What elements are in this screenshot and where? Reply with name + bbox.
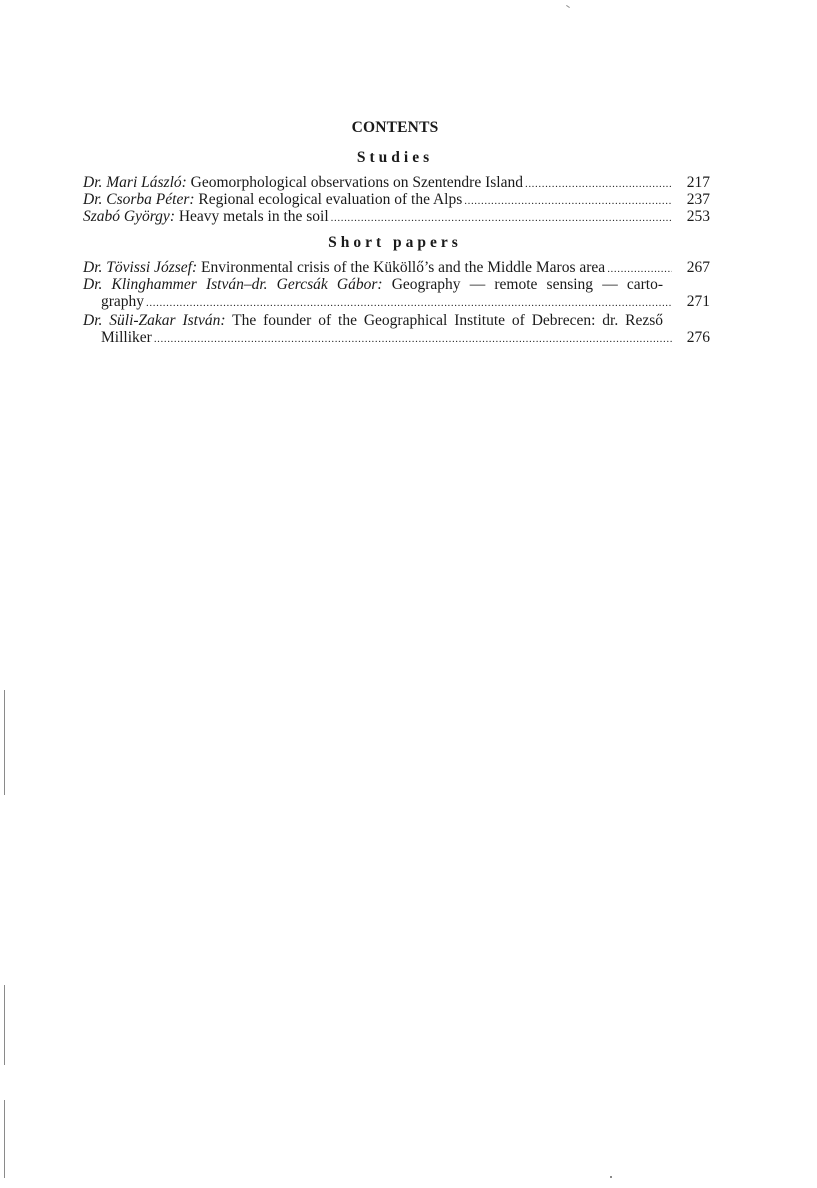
entry-page-number: 237 [686, 191, 710, 208]
entry-title: Geomorphological observations on Szentendre Island [190, 174, 523, 191]
contents-heading: CONTENTS [351, 119, 439, 136]
scan-edge-mark [4, 690, 5, 795]
entry-title: Regional ecological evaluation of the Alps [198, 191, 463, 208]
toc-entry-studies-3 [83, 208, 710, 227]
entry-title: Environmental crisis of the Küköllő’s and the Middle Maros area [200, 259, 606, 276]
entry-author: Szabó György: [83, 208, 175, 225]
leader-dots [331, 210, 672, 227]
entry-author: Dr. Csorba Péter: [83, 191, 195, 208]
entry-page-number: 276 [686, 329, 710, 346]
entry-title-continued: graphy [101, 293, 145, 310]
entry-title: Heavy metals in the soil [178, 208, 329, 225]
entry-author: Dr. Tövissi József: [83, 259, 198, 276]
entry-title: Geography — remote sensing — carto- [391, 276, 663, 293]
scan-edge-mark [4, 985, 5, 1065]
entry-title-continued: Milliker [101, 329, 152, 346]
leader-dots [154, 331, 672, 348]
entry-page-number: 271 [686, 293, 710, 310]
toc-entry-short-2 [83, 276, 710, 312]
entry-page-number: 253 [686, 208, 710, 225]
toc-entry-short-3 [83, 312, 710, 348]
scan-speck [566, 5, 570, 8]
short-papers-heading: Short papers [328, 234, 462, 251]
entry-title: The founder of the Geographical Institute of Debrecen: dr. Rezső [232, 312, 663, 329]
entry-author: Dr. Süli-Zakar István: [83, 312, 226, 329]
studies-heading: Studies [356, 149, 434, 166]
entry-author: Dr. Klinghammer István–dr. Gercsák Gábor: [83, 276, 383, 293]
scan-edge-mark [4, 1100, 5, 1178]
leader-dots [146, 295, 672, 312]
entry-author: Dr. Mari László: [83, 174, 187, 191]
entry-page-number: 267 [686, 259, 710, 276]
entry-page-number: 217 [686, 174, 710, 191]
scan-speck [610, 1176, 612, 1178]
